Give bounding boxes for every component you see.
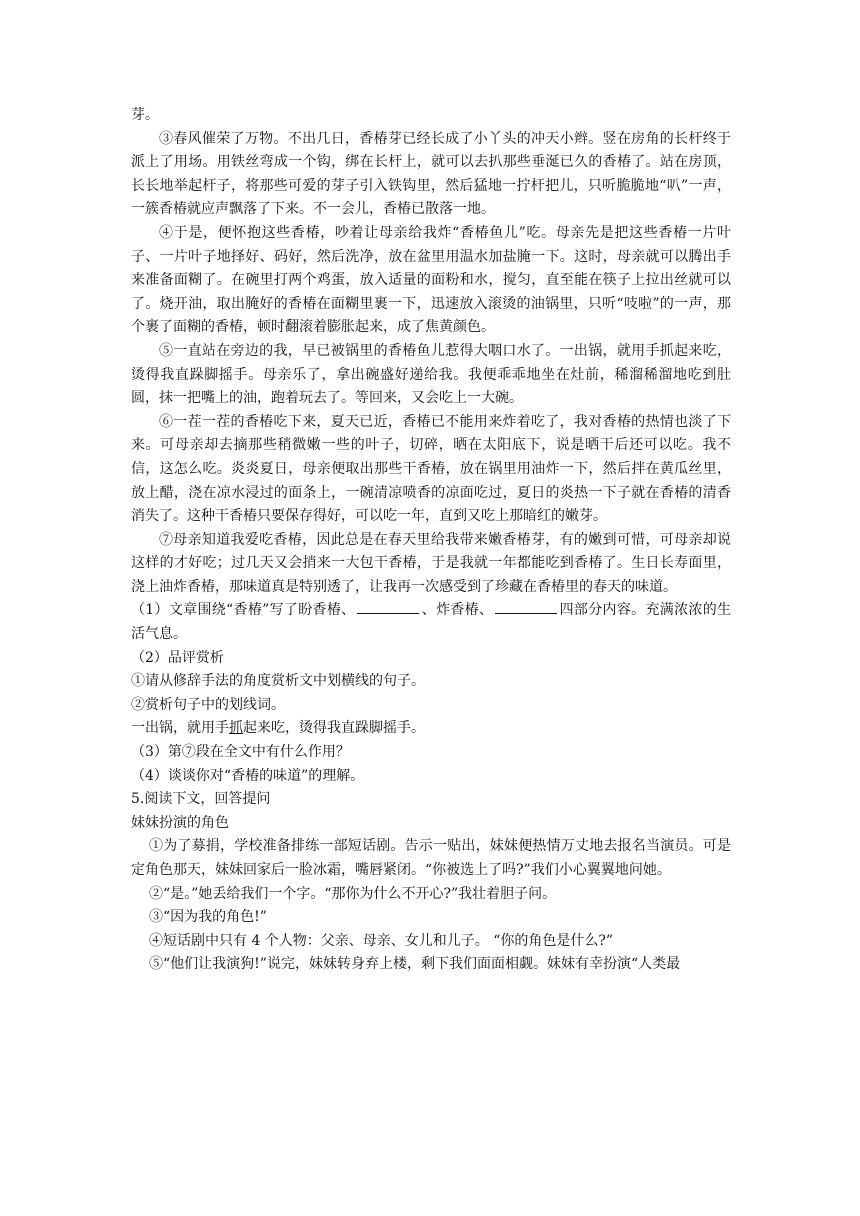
article-2-title: 妹妹扮演的角色	[131, 814, 229, 831]
paragraph-5: ⑤一直站在旁边的我，早已被锅里的香椿鱼儿惹得大咽口水了。一出锅，就用手抓起来吃，烫得我直跺脚摇手。母亲乐了，拿出碗盛好递给我。我便乖乖地坐在灶前，稀溜稀溜地吃到肚圆，抹一把嘴上的油，跑着玩去了。等回来，又会吃上一大碗。	[131, 342, 731, 407]
answer-blank-2[interactable]	[495, 599, 557, 614]
question-3: （3）第⑦段在全文中有什么作用？	[131, 744, 350, 761]
sentence-part-a: 一出锅，就用手	[131, 720, 229, 737]
article-2-paragraph-3: ③“因为我的角色!”	[149, 909, 267, 926]
underlined-word: 抓	[229, 720, 243, 737]
answer-blank-1[interactable]	[357, 599, 419, 614]
section-5-heading: 5.阅读下文，回答提问	[131, 791, 271, 808]
question-1-part-b: 、炸香椿、	[421, 602, 494, 619]
article-2-paragraph-2: ②“是。”她丢给我们一个字。“那你为什么不开心?”我壮着胆子问。	[149, 885, 557, 902]
question-1-part-c: 四部分内容。充满浓浓的生活气息。	[131, 602, 732, 643]
question-2: （2）品评赏析	[131, 649, 224, 666]
paragraph-7: ⑦母亲知道我爱吃香椿，因此总是在春天里给我带来嫩香椿芽，有的嫩到可惜，可母亲却说这样的才好吃；过几天又会捎来一大包干香椿，于是我就一年都能吃到香椿了。生日长寿面里，浇上油炸香椿，那味道真是特别透了，让我再一次感受到了珍藏在香椿里的春天的味道。	[131, 531, 731, 595]
question-1	[131, 599, 731, 646]
paragraph-2-tail: 芽。	[131, 107, 159, 123]
sentence-part-b: 起来吃，烫得我直跺脚摇手。	[243, 720, 425, 737]
question-2-sentence	[131, 717, 731, 741]
question-2-item-1: ①请从修辞手法的角度赏析文中划横线的句子。	[131, 673, 425, 690]
question-4: （4）谈谈你对“香椿的味道”的理解。	[131, 767, 365, 784]
article-2-paragraph-1: ①为了募捐，学校准备排练一部短话剧。告示一贴出，妹妹便热情万丈地去报名当演员。可是定角色那天，妹妹回家后一脸冰霜，嘴唇紧闭。“你被选上了吗?”我们小心翼翼地问她。	[131, 838, 731, 878]
document-page	[131, 104, 731, 977]
question-1-part-a: （1）文章围绕“香椿”写了盼香椿、	[131, 602, 356, 619]
paragraph-3: ③春风催荣了万物。不出几日，香椿芽已经长成了小丫头的冲天小辫。竖在房角的长杆终于派上了用场。用铁丝弯成一个钩，绑在长杆上，就可以去扒那些垂涎已久的香椿了。站在房顶，长长地举起杆子，将那些可爱的芽子引入铁钩里，然后猛地一拧杆把儿，只听脆脆地“叭”一声，一簇香椿就应声飘落了下来。不一会儿，香椿已散落一地。	[131, 130, 731, 218]
paragraph-4: ④于是，便怀抱这些香椿，吵着让母亲给我炸“香椿鱼儿”吃。母亲先是把这些香椿一片叶子、一片叶子地择好、码好，然后洗净，放在盆里用温水加盐腌一下。这时，母亲就可以腾出手来准备面糊了。在碗里打两个鸡蛋，放入适量的面粉和水，搅匀，直至能在筷子上拉出丝就可以了。烧开油，取出腌好的香椿在面糊里裹一下，迅速放入滚烫的油锅里，只听“吱啦”的一声，那个裹了面糊的香椿，顿时翻滚着膨胀起来，成了焦黄颜色。	[131, 224, 731, 336]
question-2-item-2: ②赏析句子中的划线词。	[131, 696, 285, 713]
article-2-paragraph-5: ⑤“他们让我演狗!”说完，妹妹转身弃上楼，剩下我们面面相觑。妹妹有幸扮演“人类最	[149, 956, 681, 973]
paragraph-6: ⑥一茬一茬的香椿吃下来，夏天已近，香椿已不能用来炸着吃了，我对香椿的热情也淡了下来。可母亲却去摘那些稍微嫩一些的叶子，切碎，晒在太阳底下，说是晒干后还可以吃。我不信，这怎么吃。炎炎夏日，母亲便取出那些干香椿，放在锅里用油炸一下，然后拌在黄瓜丝里，放上醋，浇在凉水浸过的面条上，一碗清凉喷香的凉面吃过，夏日的炎热一下子就在香椿的清香消失了。这种干香椿只要保存得好，可以吃一年，直到又吃上那暗红的嫩芽。	[131, 413, 731, 525]
article-2-paragraph-4: ④短话剧中只有 4 个人物：父亲、母亲、女儿和儿子。 “你的角色是什么?”	[149, 932, 614, 949]
